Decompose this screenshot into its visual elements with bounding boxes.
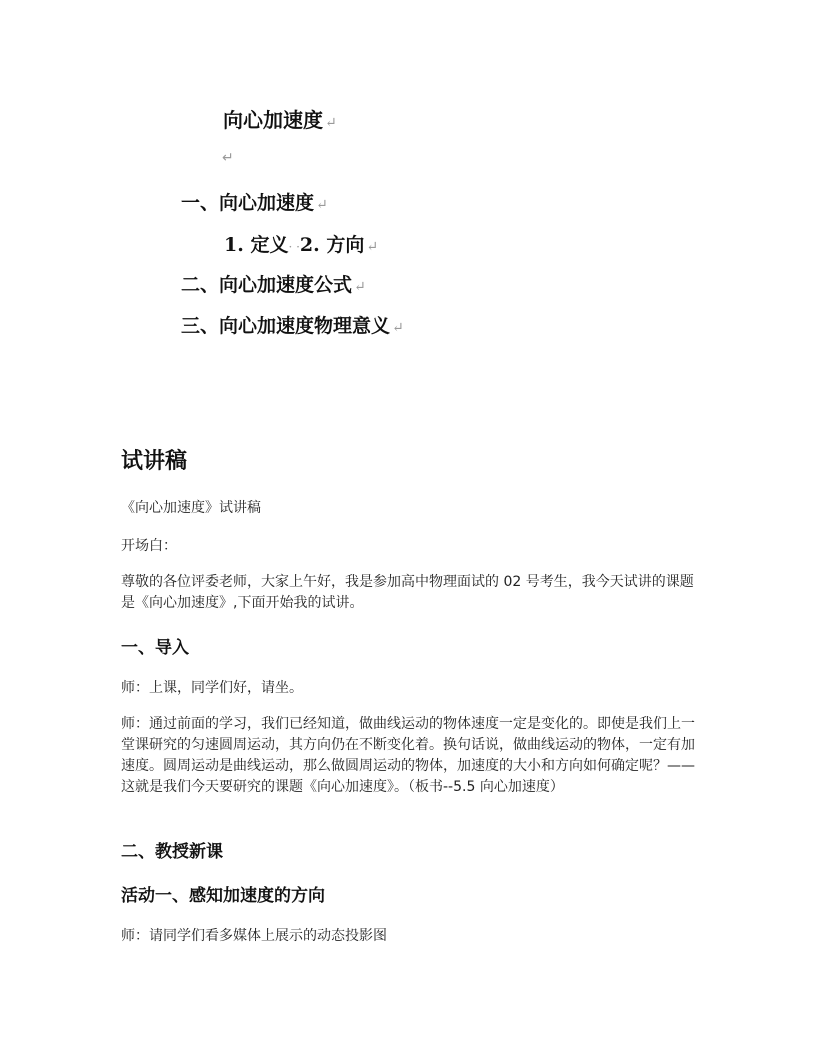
paragraph-mark-icon: ↵ xyxy=(366,239,379,255)
paragraph-mark-icon: ↵ xyxy=(316,197,328,213)
outline-item-3 xyxy=(181,270,366,297)
outline-item-1-text: 一、向心加速度 xyxy=(181,192,315,214)
opening-label: 开场白： xyxy=(121,538,177,554)
teacher-line-projection: 师：请同学们看多媒体上展示的动态投影图 xyxy=(121,928,387,944)
outline-item-1 xyxy=(181,188,328,215)
opening-paragraph: 尊敬的各位评委老师，大家上午好，我是参加高中物理面试的 02 号考生，我今天试讲的课题是《向心加速度》,下面开始我的试讲。 xyxy=(121,574,694,611)
script-heading: 试讲稿 xyxy=(121,449,188,474)
outline-title-text: 向心加速度 xyxy=(223,108,323,132)
space-marks: · · xyxy=(288,240,300,254)
outline-item-3-text: 二、向心加速度公式 xyxy=(181,274,353,296)
section-intro-heading: 一、导入 xyxy=(121,638,189,658)
outline-item-2 xyxy=(224,230,378,257)
section-new-lesson-heading: 二、教授新课 xyxy=(121,842,223,862)
empty-paragraph-mark-icon: ↵ xyxy=(222,150,234,166)
teacher-line-greeting: 师：上课，同学们好，请坐。 xyxy=(121,680,303,696)
teacher-line-intro: 师：通过前面的学习，我们已经知道，做曲线运动的物体速度一定是变化的。即使是我们上一堂课研究的匀速圆周运动，其方向仍在不断变化着。换句话说，做曲线运动的物体，一定有加速度。圆周运动是曲线运动，那么做圆周运动的物体，加速度的大小和方向如何确定呢？——这就是我们今天要研究的课题《向心加速度》。（板书--5.5 向心加速度） xyxy=(121,716,695,795)
script-subtitle: 《向心加速度》试讲稿 xyxy=(121,500,261,516)
paragraph-mark-icon: ↵ xyxy=(354,279,366,295)
paragraph-mark-icon: ↵ xyxy=(325,115,337,131)
outline-title xyxy=(223,104,337,133)
activity-one-heading: 活动一、感知加速度的方向 xyxy=(121,886,325,906)
outline-subitem-definition: 1. 定义 xyxy=(224,234,289,256)
outline-subitem-direction: 2. 方向 xyxy=(299,234,365,256)
paragraph-mark-icon: ↵ xyxy=(392,320,404,336)
outline-item-4-text: 三、向心加速度物理意义 xyxy=(181,315,391,337)
outline-item-4 xyxy=(181,311,404,338)
